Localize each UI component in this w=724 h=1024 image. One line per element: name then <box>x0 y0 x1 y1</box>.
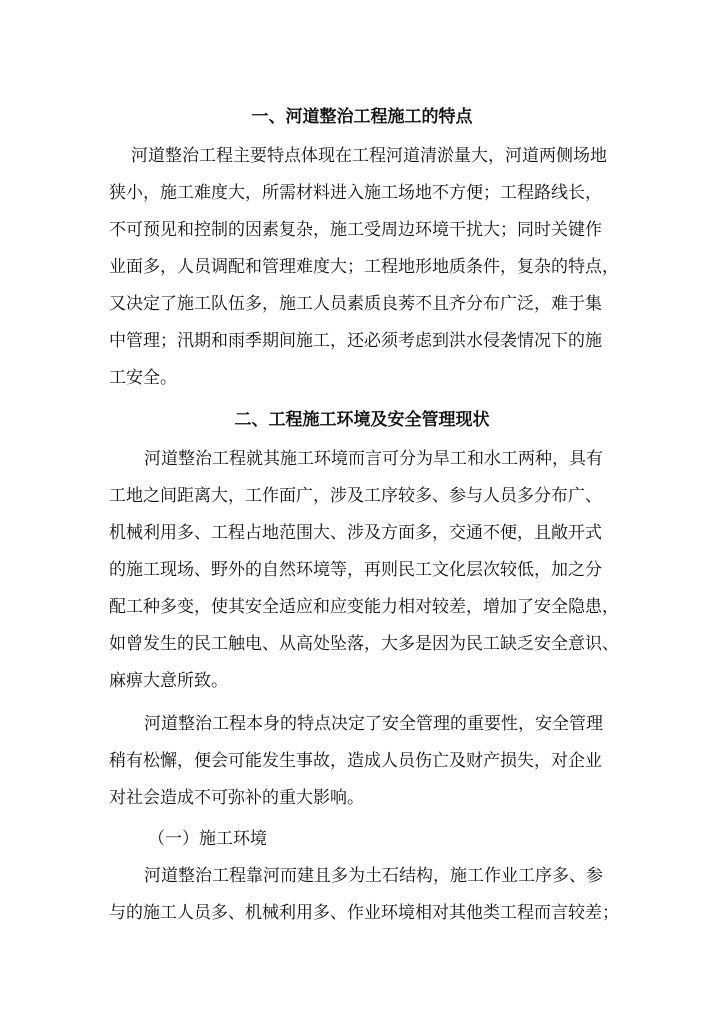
section-1-line-7: 工安全。 <box>109 368 177 388</box>
section-2-para-1-line-6: 如曾发生的民工触电、从高处坠落，大多是因为民工缺乏安全意识、 <box>109 634 619 654</box>
section-1-line-6: 中管理；汛期和雨季期间施工，还必须考虑到洪水侵袭情况下的施 <box>109 331 602 351</box>
section-2-para-2-line-1: 河道整治工程本身的特点决定了安全管理的重要性，安全管理 <box>144 714 603 734</box>
section-1-line-2: 狭小，施工难度大，所需材料进入施工场地不方便；工程路线长， <box>109 183 602 203</box>
section-2-para-1-line-4: 的施工现场、野外的自然环境等，再则民工文化层次较低，加之分 <box>109 560 602 580</box>
section-1-line-3: 不可预见和控制的因素复杂，施工受周边环境干扰大；同时关键作 <box>109 220 602 240</box>
subsection-1-heading: （一）施工环境 <box>148 829 267 849</box>
subsection-1-line-1: 河道整治工程靠河而建且多为土石结构，施工作业工序多、参 <box>144 866 603 886</box>
section-2-para-1-line-7: 麻痹大意所致。 <box>109 671 228 691</box>
section-2-para-1-line-1: 河道整治工程就其施工环境而言可分为旱工和水工两种，具有 <box>144 449 603 469</box>
section-2-para-1-line-5: 配工种多变，使其安全适应和应变能力相对较差，增加了安全隐患， <box>109 597 619 617</box>
section-2-para-2-line-3: 对社会造成不可弥补的重大影响。 <box>109 788 364 808</box>
subsection-1-line-2: 与的施工人员多、机械利用多、作业环境相对其他类工程而言较差； <box>109 903 619 923</box>
section-2-para-2-line-2: 稍有松懈，便会可能发生事故，造成人员伤亡及财产损失，对企业 <box>109 751 602 771</box>
section-1-line-4: 业面多，人员调配和管理难度大；工程地形地质条件，复杂的特点， <box>109 257 619 277</box>
section-1-line-5: 又决定了施工队伍多，施工人员素质良莠不且齐分布广泛，难于集 <box>109 294 602 314</box>
section-2-para-1-line-3: 机械利用多、工程占地范围大、涉及方面多，交通不便，且敞开式 <box>109 523 602 543</box>
section-1-heading: 一、河道整治工程施工的特点 <box>251 107 473 127</box>
section-2-para-1-line-2: 工地之间距离大，工作面广，涉及工序较多、参与人员多分布广、 <box>109 486 602 506</box>
section-1-line-1: 河道整治工程主要特点体现在工程河道清淤量大，河道两侧场地 <box>131 146 607 166</box>
section-2-heading: 二、工程施工环境及安全管理现状 <box>234 410 490 430</box>
